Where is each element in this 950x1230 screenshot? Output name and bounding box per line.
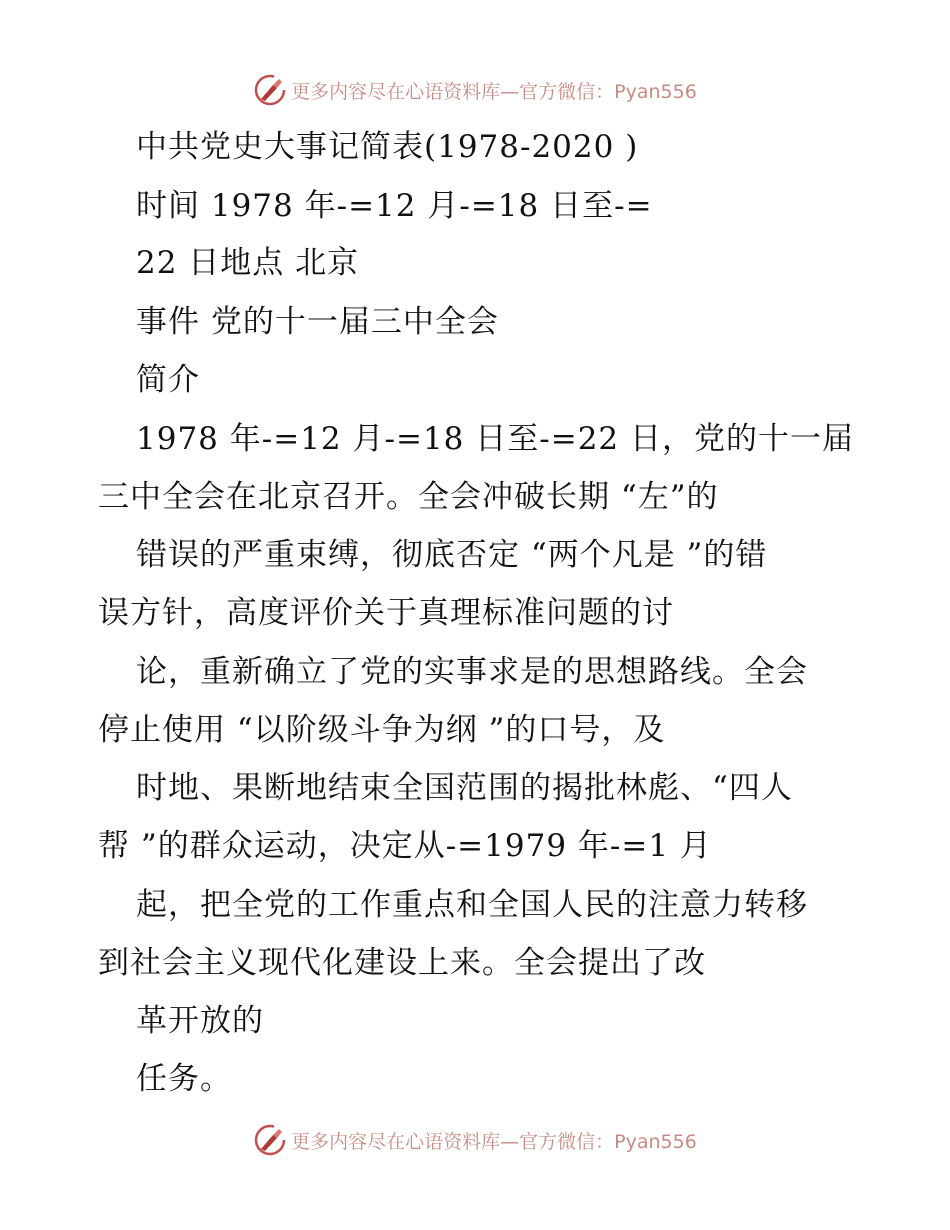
header-banner-text: 更多内容尽在心语资料库—官方微信：Pyan556 xyxy=(291,80,697,103)
document-title: 中共党史大事记简表(1978-2020 ) xyxy=(136,129,639,165)
body-line: 三中全会在北京召开。全会冲破长期 “左”的 xyxy=(98,479,719,515)
pen-logo-icon xyxy=(253,73,287,107)
time-line-1: 时间 1978 年-=12 月-=18 日至-= xyxy=(136,188,653,224)
body-line: 革开放的 xyxy=(136,1003,264,1039)
footer-banner-text: 更多内容尽在心语资料库—官方微信：Pyan556 xyxy=(291,1130,697,1153)
body-line: 停止使用 “以阶级斗争为纲 ”的口号，及 xyxy=(98,712,666,748)
body-line: 1978 年-=12 月-=18 日至-=22 日，党的十一届 xyxy=(136,421,854,457)
time-line-2: 22 日地点 北京 xyxy=(136,245,360,281)
body-line: 论，重新确立了党的实事求是的思想路线。全会 xyxy=(136,654,808,690)
body-line: 任务。 xyxy=(136,1061,232,1097)
footer-banner xyxy=(0,1120,950,1160)
body-line: 误方针，高度评价关于真理标准问题的讨 xyxy=(98,595,674,631)
body-line: 到社会主义现代化建设上来。全会提出了改 xyxy=(98,945,706,981)
body-line: 帮 ”的群众运动，决定从-=1979 年-=1 月 xyxy=(98,828,712,864)
body-line: 错误的严重束缚，彻底否定 “两个凡是 ”的错 xyxy=(136,537,768,573)
body-line: 时地、果断地结束全国范围的揭批林彪、“四人 xyxy=(136,770,793,806)
pen-logo-icon xyxy=(253,1123,287,1157)
header-banner xyxy=(0,70,950,110)
body-line: 起，把全党的工作重点和全国人民的注意力转移 xyxy=(136,887,808,923)
event-line: 事件 党的十一届三中全会 xyxy=(136,304,499,340)
intro-label: 简介 xyxy=(136,362,200,398)
